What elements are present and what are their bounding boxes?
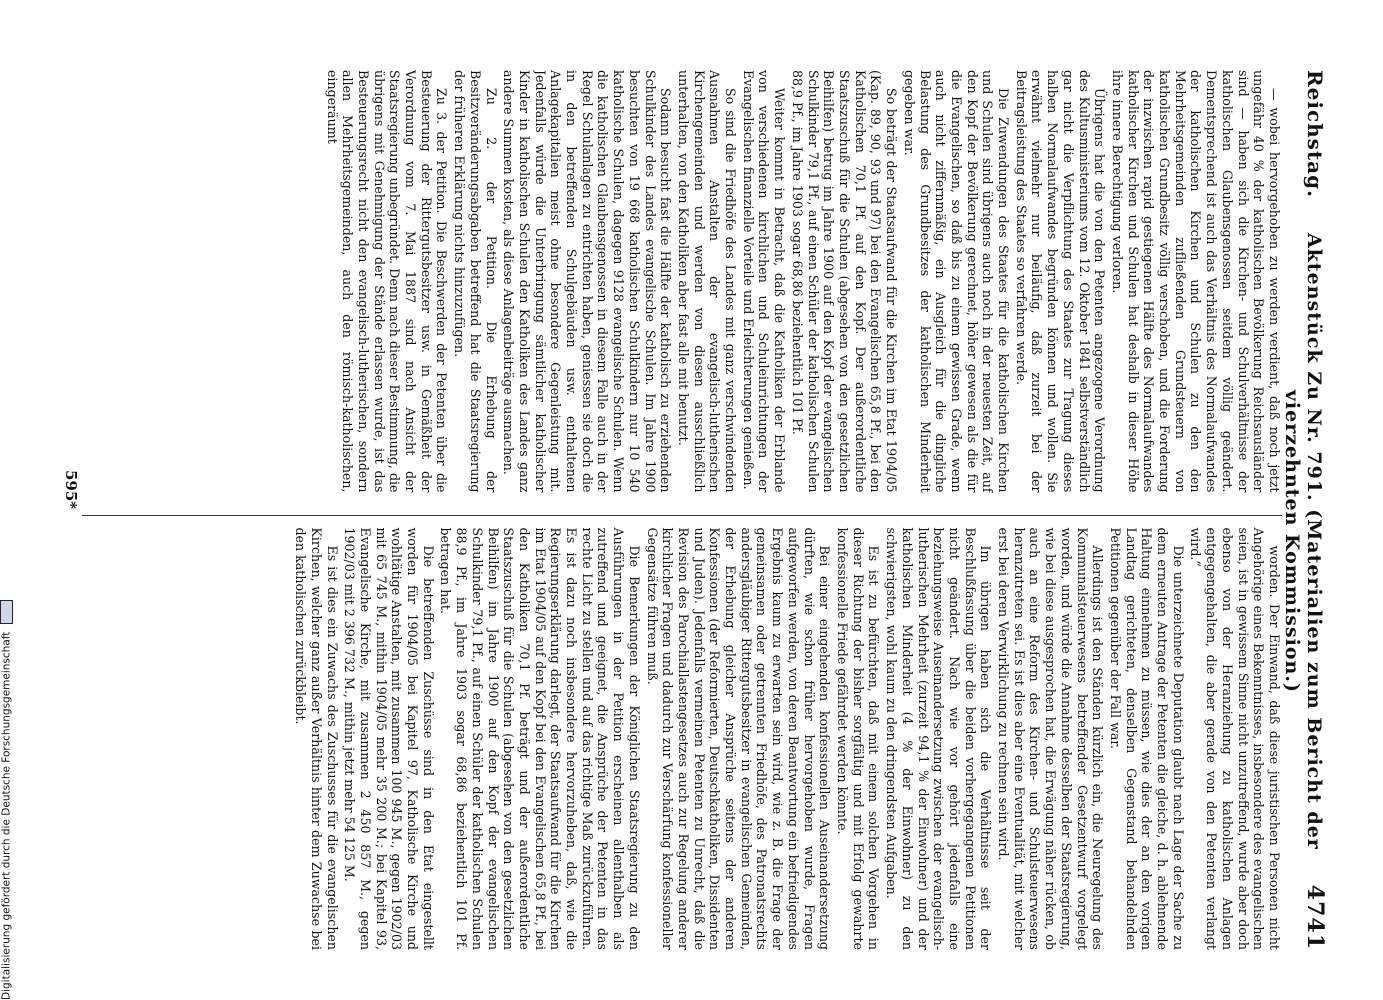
paragraph: Sodann besucht fast die Hälfte der katholisch zu erziehenden Schulkinder des Landes evangelische Schulen. Im Jahre 1900 besuchten von 19 668 katholischen Schulkindern nur 10 540 katholische Schulen, dagegen 9128 evangelische Schulen. Wenn die katholischen Glaubensgenossen in diesem Falle auch in der Regel Schulanlagen zu entrichten haben, geniessen sie doch die in den betreffenden Schulgebäuden usw. enthaltenen Anlagekapitalien meist ohne besondere Gegenleistung mit. Jedenfalls würde die Unterbringung sämtlicher katholischer Kinder in katholischen Schulen den Katholiken des Landes ganz andere Summen kosten, als diese Anlagenbeiträge ausmachen. — [501, 70, 674, 493]
document-page — [50, 0, 1340, 1000]
paragraph: Zu 3. der Petition. Die Beschwerden der Petenten über die Besteuerung der Rittergutsbesitzer usw. in Gemäßheit der Verordnung vom 7. Mai 1887 sind nach Ansicht der Staatsregierung unbegründet. Denn nach dieser Bestimmung, die übrigens mit Genehmigung der Stände erlassen wurde, ist das Besteuerungsrecht nicht den evangelisch-lutherischen, sondern allen Mehrheitsgemeinden, auch den römisch-katholischen, eingeräumt — [324, 70, 450, 493]
paragraph: — wobei hervorgehoben zu werden verdient, daß noch jetzt ungefähr 40 % der katholischen Bevölkerung Reichsausländer sind — haben sich die Kirchen- und Schulverhältnisse der katholischen Glaubensgenossen seitdem völlig geändert. Dementsprechend ist auch das Verhältnis des Normalaufwandes der katholischen Kirchen und Schulen zu den den Mehrheitsgemeinden zufließenden Grundsteuern von katholischen Grundbesitz völlig verschoben, und die Forderung der inzwischen rapid gestiegenen Hälfte des Normalaufwandes katholischer Kirchen und Schulen hat deshalb in dieser Höhe ihre innere Berechtigung verloren. — [1109, 70, 1282, 493]
paragraph: Weiter kommt in Betracht, daß die Katholiken der Erblande von verschiedenen kirchlichen und Schuleinrichtungen der Evangelischen finanzielle Vorteile und Erleichterungen genießen. — [740, 70, 788, 493]
dfg-logo-icon — [0, 600, 13, 624]
page-number: 4741 — [1302, 884, 1328, 950]
paragraph: Es ist zu befürchten, daß mit einem solchen Vorgehen in dieser Richtung der bisher sorgfältig und mit Erfolg gewahrte konfessionelle Friede gefährdet werden könnte. — [835, 527, 882, 950]
dfg-credit — [0, 0, 14, 1000]
paragraph: Die Bemerkungen der Königlichen Staatsregierung zu den Ausführungen in der Petition erscheinen allenthalben als zutreffend und geeignet, die Ansprüche der Petenten in das rechte Licht zu stellen und auf das richtige Maß zurückzuführen. Es ist dazu noch insbesondere hervorzuheben, daß, wie die Regierungserklärung darlegt, der Staatsaufwand für die Kirchen im Etat 1904/05 auf den Kopf bei den Evangelischen 65,8 Pf., bei den Katholiken 70,1 Pf. beträgt und der außerordentliche Staatszuschuß für die Schulen (abgesehen von den gesetzlichen Beihilfen) im Jahre 1900 auf den Kopf der evangelischen Schulkinder 79,1 Pf., auf einen Schüler der katholischen Schulen 88,9 Pf., im Jahre 1903 sogar 68,86 beziehentlich 101 Pf. betragen hat. — [438, 527, 642, 950]
paragraph: Die betreffenden Zuschüsse sind in den Etat eingestellt worden für 1904/05 bei Kapitel 97, Katholische Kirche und wohltätige Anstalten, mit zusammen 100 945 M., gegen 1902/03 mit 65 745 M., mithin 1904/05 mehr 35 200 M.; bei Kapitel 93, Evangelische Kirche, mit zusammen 2 450 857 M., gegen 1902/03 mit 2 396 732 M., mithin jetzt mehr 54 125 M. — [342, 527, 436, 950]
paragraph: Im übrigen haben sich die Verhältnisse seit der Beschlußfassung über die beiden vorhergegangenen Petitionen nicht geändert. Nach wie vor gehört jedenfalls eine beziehungsweise Auseinandersetzung zwischen der evangelisch-lutherischen Mehrheit (zurzeit 94,1 % der Einwohner) und der katholischen Minderheit (4 % der Einwohner) zu den schwierigsten, wohl kaum zu den dringendsten Aufgaben. — [884, 527, 994, 950]
paragraph: Die unterzeichnete Deputation glaubt nach Lage der Sache zu dem erneuten Antrage der Petenten die gleiche, d. h. ablehnende Haltung einnehmen zu müssen, wie dies der an den vorigen Landtag gerichteten, denselben Gegenstand behandelnden Petitionen gegenüber der Fall war. — [1107, 527, 1186, 950]
header-left: Reichstag. — [1303, 70, 1327, 199]
paragraph: So beträgt der Staatsaufwand für die Kirchen im Etat 1904/05 (Kap. 89, 90, 93 und 97) bei den Evangelischen 65,8 Pf., bei den Katholischen 70,1 Pf. auf den Kopf. Der außerordentliche Staatszuschuß für die Schulen (abgesehen von den gesetzlichen Beihilfen) betrug im Jahre 1900 auf den Kopf der evangelischen Schulkinder 79,1 Pf., auf einen Schüler der katholischen Schulen 88,9 Pf., im Jahre 1903 sogar 68,86 beziehentlich 101 Pf. — [789, 70, 900, 493]
paragraph: worden. Der Einwand, daß diese juristischen Personen nicht Angehörige eines Bekenntnisses, insbesondere des evangelischen seien, ist in gewissem Sinne nicht unzutreffend, wurde aber doch ebenso von der Heranziehung zu katholischen Anlagen entgegengehalten, die aber gerade von den Petenten verlangt wird.“ — [1188, 527, 1282, 950]
paragraph: Bei einer eingehenden konfessionellen Auseinandersetzung dürften, wie schon früher hervorgehoben wurde, Fragen aufgeworfen werden, von deren Beantwortung ein befriedigendes Ergebnis kaum zu erwarten sein wird, wie z. B. die Frage der gemeinsamen oder getrennten Friedhöfe, des Patronatsrechts andersgläubiger Rittergutsbesitzer in evangelischen Gemeinden, der Erhebung gleicher Ansprüche seitens der anderen Konfessionen (der Reformierten, Deutschkatholiken, Dissidenten und Juden). Jedenfalls vermeinen Petenten zu Unrecht, daß die Revision des Parochiallastengesetzes auch zur Regelung anderer kirchlicher Fragen und dadurch zur Verschärfung konfessioneller Gegensätze führen muß. — [644, 527, 833, 950]
paragraph: Es ist dies ein Zuwachs des Zuschusses für die evangelischen Kirchen, welcher ganz außer Verhältnis hinter dem Zuwachse bei den katholischen zurückbleibt. — [293, 527, 340, 950]
paragraph: Übrigens hat die von den Petenten angezogene Verordnung des Kultusministeriums vom 12. Oktober 1841 selbstverständlich gar nicht die Verpflichtung des Staates zur Tragung dieses halben Normalaufwandes begründen können und wollen. Sie erwähnt vielmehr nur beiläufig, daß zurzeit bei der Beitragsleistung des Staates so verfahren werde. — [1013, 70, 1108, 493]
right-column — [82, 515, 1282, 951]
credit-text: Digitalisierung gefördert durch die Deutsche Forschungsgemeinschaft — [0, 631, 13, 1000]
header-title: Aktenstück Zu Nr. 791. (Materialien zum Bericht der vierzehnten Kommission.) — [1281, 233, 1325, 850]
page-mark: 595* — [62, 470, 80, 510]
page-header — [1281, 70, 1328, 950]
paragraph: So sind die Friedhöfe des Landes mit ganz verschwindenden Ausnahmen Anstalten der evangelisch-lutherischen Kirchengemeinden und werden von diesen ausschließlich unterhalten, von den Katholiken aber fast alle mit benutzt. — [675, 70, 739, 493]
paragraph: Zu 2. der Petition. Die Erhebung der Besitzveränderungsabgaben betreffend hat die Staatsregierung der früheren Erklärung nichts hinzuzufügen. — [452, 70, 499, 493]
paragraph: Die Zuwendungen des Staates für die katholischen Kirchen und Schulen sind übrigens auch noch in der neuesten Zeit, auf den Kopf der Bevölkerung gerechnet, höher gewesen als die für die Evangelischen, so daß bis zu einem gewissen Grade, wenn auch nicht ziffernmäßig, ein Ausgleich für die dingliche Belastung des Grundbesitzes der katholischen Minderheit gegeben war. — [901, 70, 1012, 493]
left-column — [82, 70, 1282, 493]
paragraph: Allerdings ist den Ständen kürzlich ein, die Neuregelung des Kommunalsteuerwesens betreffender Gesetzentwurf vorgelegt worden, und würde die Annahme desselben der Staatsregierung, wie bei diese ausgesprochen hat, die Erwägung näher rücken, ob auch an eine Reform des Kirchen- und Schulsteuerwesens heranzutreten sei. Es ist dies aber eine Eventualität, mit welcher erst bei deren Verwirklichung zu rechnen sein wird. — [996, 527, 1106, 950]
text-columns — [82, 70, 1282, 950]
